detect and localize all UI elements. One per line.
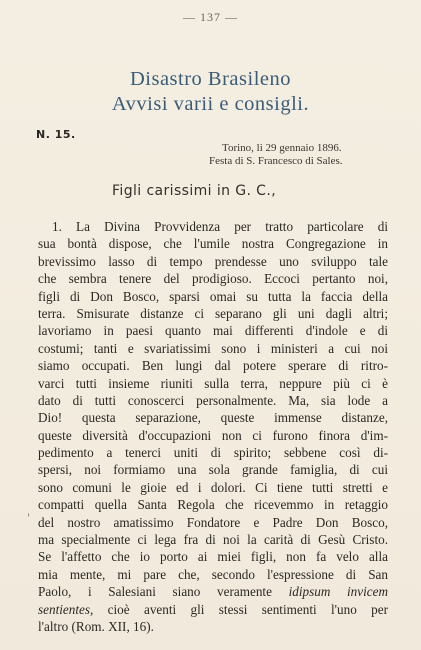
letter-body <box>38 218 388 635</box>
body-line-start: Paolo, i Salesiani siano veramente <box>38 584 272 600</box>
feast-line: Festa di S. Francesco di Sales. <box>209 155 343 167</box>
body-line: pedimento a tenerci uniti di spirito; sebbene così di- <box>38 445 388 461</box>
body-line: queste diversità d'occupazioni non ci furono finora d'im- <box>38 427 388 443</box>
page-number: — 137 — <box>183 10 238 24</box>
body-line: Dio! questa separazione, queste immense distanze, <box>38 410 388 426</box>
margin-mark: ' <box>27 513 30 524</box>
body-line: dato di tutti conoscerci personalmente. Ma, sia lode a <box>38 392 388 408</box>
italic-phrase: idipsum invicem <box>288 584 388 600</box>
body-line: brevissimo lasso di tempo prendesse uno sviluppo tale <box>38 253 388 269</box>
date-line: Torino, li 29 gennaio 1896. <box>222 142 342 154</box>
body-line: sua bontà dispose, che l'umile nostra Congregazione in <box>38 236 388 252</box>
body-line: spersi, noi formiamo una sola grande famiglia, di cui <box>38 462 388 478</box>
body-line-with-italic <box>38 583 388 600</box>
body-line: sono comuni le gioie ed i dolori. Ci tiene tutti stretti e <box>38 479 388 495</box>
body-line: che sembra tenere del prodigioso. Eccoci pertanto noi, <box>38 271 388 287</box>
body-line: Se l'affetto che io porto ai miei figli, non fa velo alla <box>38 549 388 565</box>
chapter-title: Disastro Brasileno <box>129 68 292 90</box>
letter-number: N. 15. <box>36 128 76 141</box>
body-line: costumi; tanti e svariatissimi sono i ministeri a cui noi <box>38 340 388 356</box>
body-final-line: l'altro (Rom. XII, 16). <box>38 618 154 634</box>
body-line: terra. Smisurate distanze ci separano gli uni dagli altri; <box>38 305 388 321</box>
body-line: compatti quella Santa Regola che ricevemmo in retaggio <box>38 497 388 513</box>
body-line: lavoriamo in paesi quanto mai differenti d'indole e di <box>38 323 388 339</box>
salutation: Figli carissimi in G. C., <box>112 183 277 199</box>
body-line: siamo occupati. Ben lungi dal potere sperare di ritro- <box>38 358 388 374</box>
body-line: figli di Don Bosco, sparsi omai su tutta la faccia della <box>38 288 388 304</box>
italic-phrase: sentientes, <box>38 601 94 617</box>
chapter-subtitle: Avvisi varii e consigli. <box>111 93 310 115</box>
body-line-with-italic <box>38 601 388 618</box>
body-line-tail: cioè aventi gli stessi sentimenti l'uno per <box>93 601 388 617</box>
body-line: ma specialmente ci lega fra di noi la carità di Gesù Cristo. <box>38 532 388 548</box>
body-line: varci tutti insieme riuniti sulla terra, neppure più ci è <box>38 375 388 391</box>
body-line: mia mente, mi pare che, secondo l'espressione di San <box>38 566 388 582</box>
body-line: 1. La Divina Provvidenza per tratto particolare di <box>52 219 388 234</box>
body-line: del nostro amatissimo Fondatore e Padre Don Bosco, <box>38 514 388 530</box>
